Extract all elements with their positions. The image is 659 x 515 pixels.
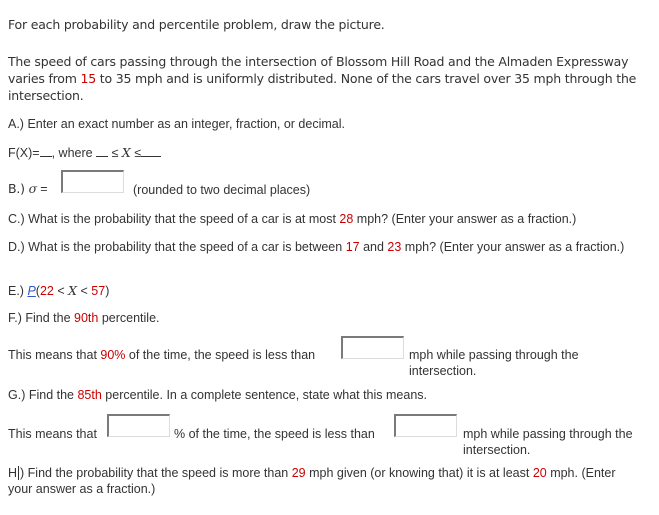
part-e-value1: 22 xyxy=(39,284,54,298)
paren-close: ) xyxy=(105,284,110,298)
sentence-text: % of the time, the speed is less than xyxy=(174,427,375,441)
part-f-question xyxy=(8,310,639,326)
part-e-value2: 57 xyxy=(91,284,106,298)
part-h-value2: 20 xyxy=(532,466,547,480)
part-d-value2: 23 xyxy=(387,240,402,254)
x-variable: X xyxy=(68,283,78,298)
sigma-input-field[interactable] xyxy=(63,172,123,192)
part-c-text: C.) What is the probability that the speed of a car is at most xyxy=(8,212,340,226)
part-g-percent-input[interactable] xyxy=(107,414,170,437)
part-d-value1: 17 xyxy=(345,240,360,254)
part-e-label: E.) xyxy=(8,284,28,298)
leq-symbol: ≤ xyxy=(134,146,142,160)
probability-link[interactable]: P xyxy=(27,284,36,298)
x-variable: X xyxy=(121,145,131,160)
part-h-question xyxy=(8,465,639,497)
part-c-question xyxy=(8,211,639,227)
part-g-percent-field[interactable] xyxy=(109,416,169,436)
part-b-prefix: B.) xyxy=(8,181,29,196)
part-b-label xyxy=(8,181,47,197)
problem-statement xyxy=(8,53,639,104)
part-g-speed-input[interactable] xyxy=(394,414,457,437)
sigma-symbol: σ xyxy=(28,181,37,196)
part-h-text: ) Find the probability that the speed is more than xyxy=(20,466,292,480)
part-g-percentile: 85th xyxy=(77,388,102,402)
part-h-label: H xyxy=(8,466,18,480)
part-c-text-end: mph? (Enter your answer as a fraction.) xyxy=(353,212,577,226)
sentence-text: mph while passing through the intersection. xyxy=(409,348,579,378)
part-d-question xyxy=(8,239,639,255)
part-f-text-end: percentile. xyxy=(98,311,160,325)
problem-text-end: to 35 mph and is uniformly distributed. None of the cars travel over 35 mph through the intersection. xyxy=(8,71,637,103)
sigma-input[interactable] xyxy=(61,170,124,193)
instructions-text: For each probability and percentile problem, draw the picture. xyxy=(8,17,385,32)
part-f-percentile: 90th xyxy=(74,311,99,325)
text-cursor xyxy=(18,466,19,480)
problem-text: The speed of cars passing through the intersection of Blossom Hill Road and the Almaden Expressway varies from xyxy=(8,54,629,86)
part-e-question xyxy=(8,283,639,299)
part-f-percent: 90% xyxy=(100,348,126,362)
part-f-sentence-start xyxy=(8,347,338,363)
paren-open: ( xyxy=(35,284,40,298)
upper-blank xyxy=(141,146,161,157)
fx-label: F(X)= xyxy=(8,146,40,160)
equals-sign: = xyxy=(36,182,48,196)
part-h-value1: 29 xyxy=(291,466,306,480)
sentence-text: of the time, the speed is less than xyxy=(125,348,316,362)
part-f-speed-field[interactable] xyxy=(343,338,403,358)
part-g-text: G.) Find the xyxy=(8,388,78,402)
lt-symbol: < xyxy=(53,284,69,298)
lt-symbol: < xyxy=(77,284,92,298)
part-a-formula xyxy=(8,145,639,161)
part-d-text-end: mph? (Enter your answer as a fraction.) xyxy=(401,240,625,254)
rounding-note: (rounded to two decimal places) xyxy=(133,183,311,197)
sentence-text: This means that xyxy=(8,348,101,362)
part-g-text-end: percentile. In a complete sentence, state what this means. xyxy=(101,388,428,402)
part-c-value: 28 xyxy=(339,212,354,226)
part-h-text-end: mph. (Enter your answer as a fraction.) xyxy=(8,466,616,496)
min-speed-value: 15 xyxy=(80,71,97,86)
sentence-text: This means that xyxy=(8,427,97,441)
part-f-sentence-end xyxy=(409,347,639,379)
part-g-speed-field[interactable] xyxy=(396,416,456,436)
part-g-sentence xyxy=(8,414,639,458)
part-g-question xyxy=(8,387,639,403)
where-label: , where xyxy=(51,146,97,160)
part-d-text: D.) What is the probability that the speed of a car is between xyxy=(8,240,346,254)
part-f-sentence xyxy=(8,336,639,376)
part-b-row xyxy=(8,170,639,197)
part-d-and: and xyxy=(359,240,388,254)
fx-blank xyxy=(40,146,52,157)
part-a-instruction: A.) Enter an exact number as an integer, fraction, or decimal. xyxy=(8,117,345,131)
leq-symbol: ≤ xyxy=(111,146,119,160)
part-f-text: F.) Find the xyxy=(8,311,74,325)
part-f-speed-input[interactable] xyxy=(341,336,404,359)
sentence-text: mph while passing through the intersection. xyxy=(463,427,633,457)
part-h-text-mid: mph given (or knowing that) it is at least xyxy=(305,466,533,480)
lower-blank xyxy=(96,146,108,157)
